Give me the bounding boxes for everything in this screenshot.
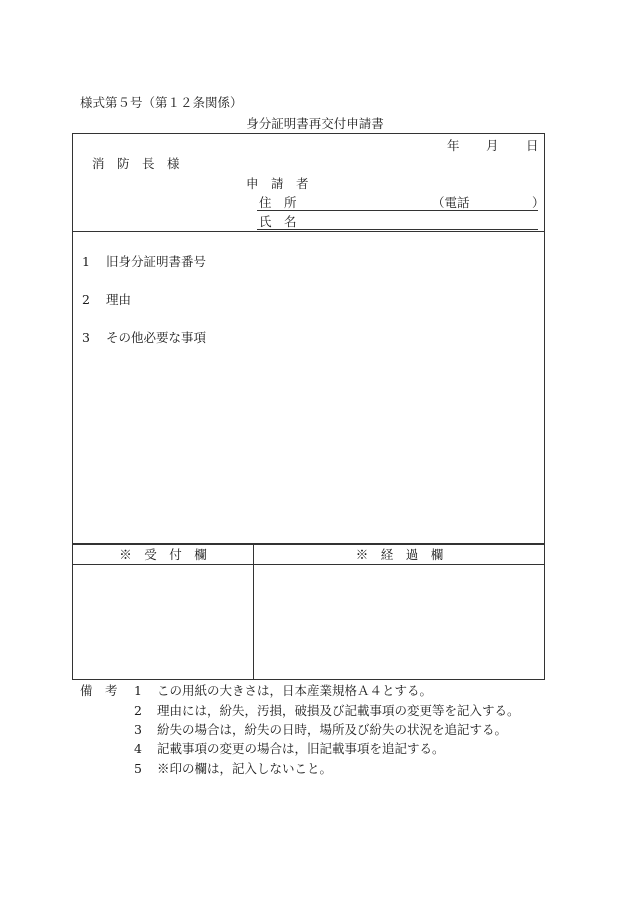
item-old-id-number: [82, 256, 206, 269]
addressee-label: 消 防 長 様: [92, 156, 180, 171]
note-text: 理由には，紛失，汚損，破損及び記載事項の変更等を記入する。: [156, 703, 520, 718]
progress-column-header: ※ 経 過 欄: [355, 547, 444, 562]
note-line: [134, 763, 332, 776]
note-text: この用紙の大きさは，日本産業規格Ａ４とする。: [156, 683, 432, 698]
note-text: 記載事項の変更の場合は，旧記載事項を追記する。: [156, 741, 445, 756]
note-text: ※印の欄は，記入しないこと。: [156, 761, 332, 776]
form-title: 身分証明書再交付申請書: [246, 116, 384, 131]
columns-header-divider: [73, 564, 544, 565]
address-underline: [257, 210, 538, 211]
date-year-label: 年: [447, 138, 460, 153]
applicant-label: 申 請 者: [246, 176, 309, 191]
phone-label: （電話 ）: [432, 195, 545, 210]
note-number: 3: [134, 722, 142, 737]
columns-top-divider-double: [73, 544, 544, 545]
note-text: 紛失の場合は，紛失の日時，場所及び紛失の状況を追記する。: [156, 722, 507, 737]
item-reason: [82, 294, 131, 307]
date-day-label: 日: [526, 138, 539, 153]
note-number: 2: [134, 703, 142, 718]
name-label: 氏 名: [259, 214, 297, 229]
note-line: [134, 705, 519, 718]
note-line: [134, 743, 444, 756]
notes-heading: 備 考: [80, 683, 118, 698]
item-label: 旧身分証明書番号: [106, 254, 207, 269]
form-number-label: 様式第５号（第１２条関係）: [80, 95, 243, 110]
note-number: 4: [134, 741, 142, 756]
item-number: 3: [82, 330, 90, 345]
address-label: 住 所: [259, 195, 297, 210]
note-line: [134, 724, 507, 737]
item-other-matters: [82, 332, 206, 345]
application-form-frame: [72, 133, 545, 680]
name-underline: [257, 229, 538, 230]
note-line: [134, 685, 432, 698]
date-month-label: 月: [486, 138, 499, 153]
item-number: 2: [82, 292, 90, 307]
item-number: 1: [82, 254, 90, 269]
item-label: その他必要な事項: [106, 330, 207, 345]
reception-column-header: ※ 受 付 欄: [119, 547, 207, 562]
note-number: 1: [134, 683, 142, 698]
header-divider: [73, 231, 544, 232]
note-number: 5: [134, 761, 142, 776]
item-label: 理由: [106, 292, 132, 307]
